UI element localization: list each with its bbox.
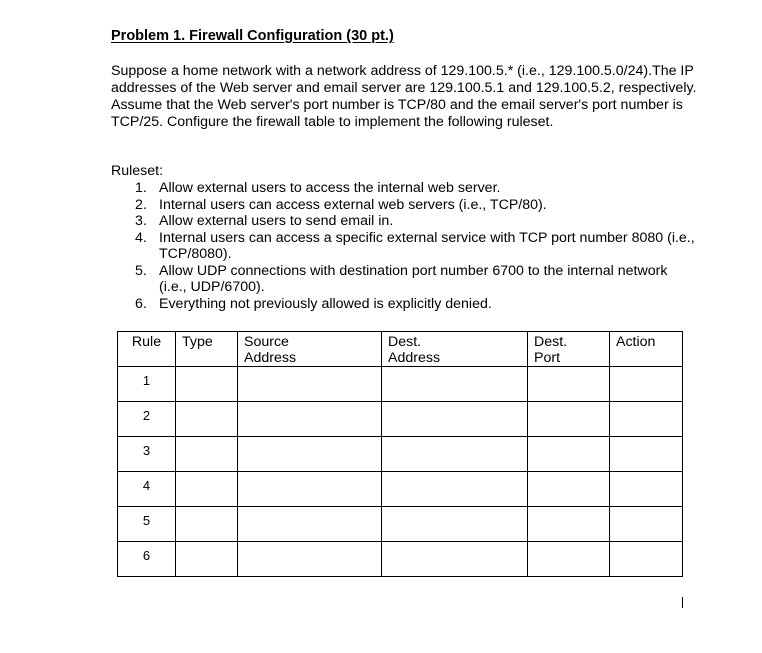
rule-number-cell: 2 xyxy=(118,402,176,437)
dest-port-cell[interactable] xyxy=(528,472,610,507)
problem-title: Problem 1. Firewall Configuration (30 pt.) xyxy=(111,28,394,44)
source-address-cell[interactable] xyxy=(238,472,382,507)
dest-address-cell[interactable] xyxy=(382,542,528,577)
ruleset-label: Ruleset: xyxy=(111,163,164,179)
ruleset-item-text: Everything not previously allowed is explicitly denied. xyxy=(159,295,492,312)
table-row xyxy=(118,542,683,577)
source-address-cell[interactable] xyxy=(238,367,382,402)
type-cell[interactable] xyxy=(176,402,238,437)
ruleset-item-4 xyxy=(135,230,695,263)
ruleset-item-3 xyxy=(135,213,695,230)
ruleset-item-5 xyxy=(135,263,695,296)
ruleset-item-text: Internal users can access a specific external service with TCP port number 8080 (i.e., TCP/8080). xyxy=(159,229,695,262)
header-source-line2: Address xyxy=(244,350,297,366)
type-cell[interactable] xyxy=(176,472,238,507)
ruleset-item-6 xyxy=(135,296,695,313)
dest-address-cell[interactable] xyxy=(382,437,528,472)
dest-port-cell[interactable] xyxy=(528,367,610,402)
dest-address-cell[interactable] xyxy=(382,402,528,437)
header-dest-address xyxy=(382,332,528,367)
text-cursor-mark xyxy=(682,597,683,608)
source-address-cell[interactable] xyxy=(238,507,382,542)
header-dest-line2: Address xyxy=(388,350,441,366)
dest-port-cell[interactable] xyxy=(528,542,610,577)
ruleset-item-number: 6. xyxy=(135,295,147,312)
rule-number-cell: 6 xyxy=(118,542,176,577)
ruleset-item-text: Allow external users to send email in. xyxy=(159,213,394,229)
ruleset-item-number: 5. xyxy=(135,262,147,279)
action-cell[interactable] xyxy=(610,542,683,577)
header-dest-line1: Dest. xyxy=(388,334,422,350)
dest-address-cell[interactable] xyxy=(382,507,528,542)
table-header-row xyxy=(118,332,683,367)
header-rule: Rule xyxy=(118,332,176,367)
firewall-table xyxy=(117,331,683,577)
ruleset-item-text: Internal users can access external web servers (i.e., TCP/80). xyxy=(159,196,547,213)
table-row xyxy=(118,472,683,507)
action-cell[interactable] xyxy=(610,402,683,437)
header-type: Type xyxy=(176,332,238,367)
problem-description: Suppose a home network with a network address of 129.100.5.* (i.e., 129.100.5.0/24).The IP addresses of the Web server and email server are 129.100.5.1 and 129.100.5.2, respectively. Assume that the Web server's port number is TCP/80 and the email server's port number is TCP/25. Configure the firewall table to implement the following ruleset. xyxy=(111,63,697,130)
action-cell[interactable] xyxy=(610,437,683,472)
header-port-line1: Dest. xyxy=(534,334,568,350)
header-port-line2: Port xyxy=(534,350,561,366)
rule-number-cell: 4 xyxy=(118,472,176,507)
ruleset-item-2 xyxy=(135,197,695,214)
source-address-cell[interactable] xyxy=(238,402,382,437)
header-source-address xyxy=(238,332,382,367)
rule-number-cell: 5 xyxy=(118,507,176,542)
dest-address-cell[interactable] xyxy=(382,472,528,507)
type-cell[interactable] xyxy=(176,437,238,472)
source-address-cell[interactable] xyxy=(238,542,382,577)
type-cell[interactable] xyxy=(176,507,238,542)
type-cell[interactable] xyxy=(176,542,238,577)
ruleset-item-number: 4. xyxy=(135,229,147,246)
ruleset-item-number: 3. xyxy=(135,213,147,229)
table-row xyxy=(118,507,683,542)
type-cell[interactable] xyxy=(176,367,238,402)
header-dest-port xyxy=(528,332,610,367)
header-action: Action xyxy=(610,332,683,367)
ruleset-item-number: 2. xyxy=(135,196,147,213)
dest-address-cell[interactable] xyxy=(382,367,528,402)
dest-port-cell[interactable] xyxy=(528,402,610,437)
rule-number-cell: 3 xyxy=(118,437,176,472)
ruleset-item-number: 1. xyxy=(135,180,147,196)
ruleset-item-text: Allow external users to access the internal web server. xyxy=(159,180,501,196)
table-row xyxy=(118,402,683,437)
ruleset-item-text: Allow UDP connections with destination port number 6700 to the internal network (i.e., UDP/6700). xyxy=(159,262,668,295)
ruleset-item-1 xyxy=(135,180,695,197)
dest-port-cell[interactable] xyxy=(528,507,610,542)
dest-port-cell[interactable] xyxy=(528,437,610,472)
action-cell[interactable] xyxy=(610,472,683,507)
source-address-cell[interactable] xyxy=(238,437,382,472)
table-row xyxy=(118,367,683,402)
header-source-line1: Source xyxy=(244,334,289,350)
table-row xyxy=(118,437,683,472)
action-cell[interactable] xyxy=(610,507,683,542)
ruleset-list xyxy=(135,180,695,312)
action-cell[interactable] xyxy=(610,367,683,402)
rule-number-cell: 1 xyxy=(118,367,176,402)
